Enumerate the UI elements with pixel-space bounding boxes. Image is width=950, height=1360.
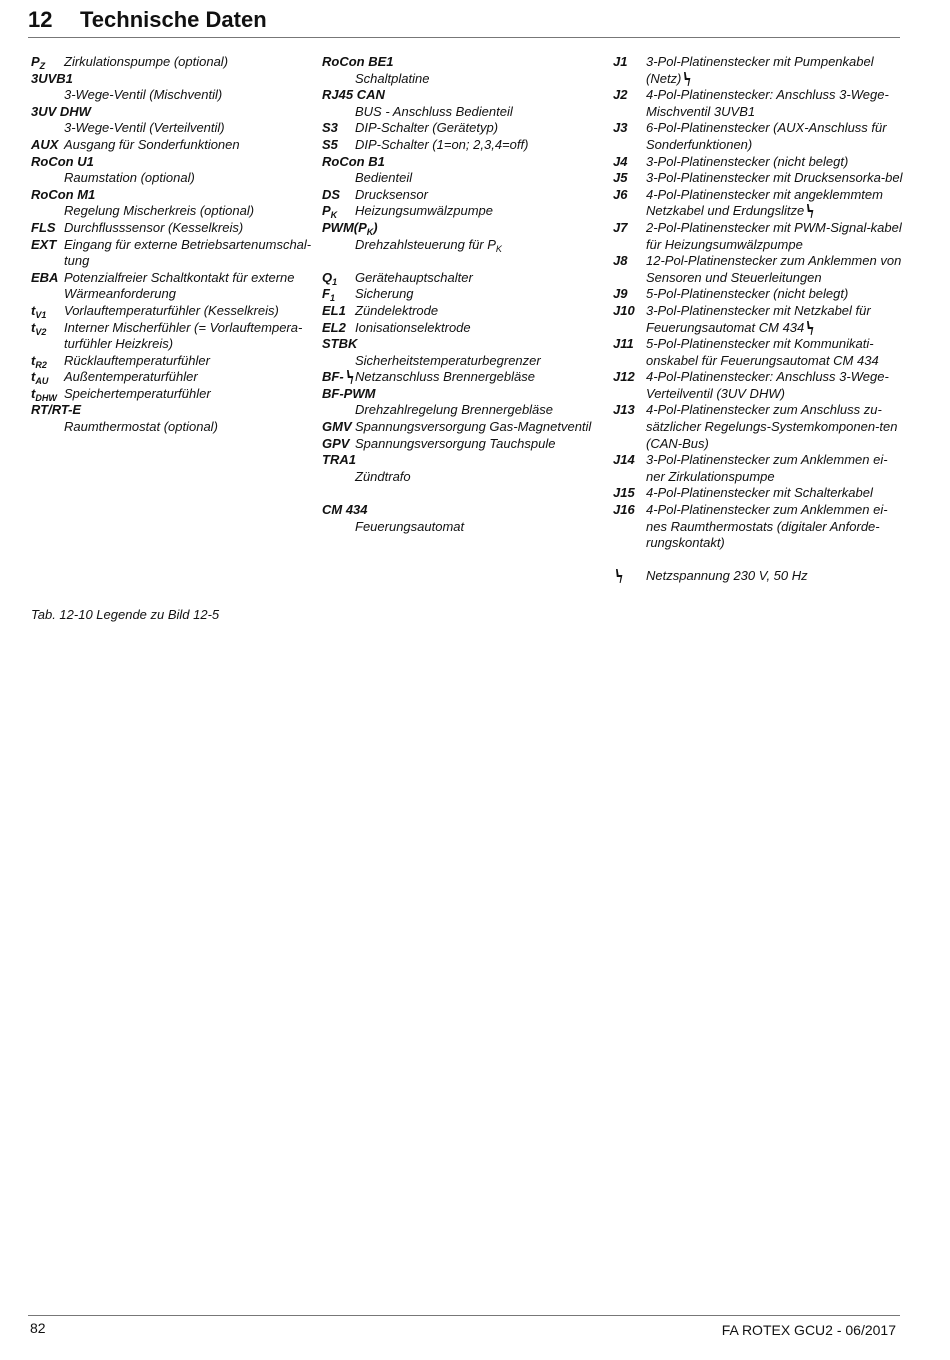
legend-description: 5-Pol-Platinenstecker mit Kommunikati-onskabel für Feuerungsautomat CM 434 <box>646 336 879 368</box>
legend-key-text: AUX <box>31 136 59 152</box>
legend-description: 2-Pol-Platinenstecker mit PWM-Signal-kabel für Heizungsumwälzpumpe <box>646 219 902 252</box>
legend-entry <box>31 386 321 403</box>
legend-description: Heizungsumwälzpumpe <box>355 203 494 219</box>
legend-key <box>613 187 627 204</box>
legend-entry <box>31 187 321 220</box>
legend-key <box>31 220 56 237</box>
legend-key-text: t <box>31 369 36 385</box>
legend-entry <box>613 303 903 336</box>
legend-entry <box>613 452 903 485</box>
legend-entry <box>322 336 612 369</box>
legend-entry <box>31 104 321 137</box>
legend-entry <box>31 270 321 303</box>
legend-key-text: J4 <box>613 153 628 169</box>
legend-key <box>31 303 46 320</box>
legend-key <box>322 436 349 453</box>
legend-description: Netzspannung 230 V, 50 Hz <box>646 568 808 584</box>
legend-value <box>646 154 903 171</box>
legend-description: Ausgang für Sonderfunktionen <box>64 136 240 152</box>
legend-key-text: S5 <box>322 136 338 152</box>
legend-key-text: EBA <box>31 269 59 285</box>
legend-value <box>355 353 612 370</box>
legend-key <box>31 71 321 88</box>
legend-key <box>613 87 627 104</box>
legend-key <box>613 369 635 386</box>
legend-key-text: 3UVB1 <box>31 70 73 86</box>
legend-key-text: J6 <box>613 186 628 202</box>
legend-entry <box>322 120 612 137</box>
legend-entry <box>613 253 903 286</box>
legend-value <box>64 320 321 353</box>
legend-description: 4-Pol-Platinenstecker mit angeklemmtem Netzkabel und Erdungslitze <box>646 186 883 219</box>
legend-key <box>31 402 321 419</box>
legend-description: Regelung Mischerkreis (optional) <box>64 203 255 219</box>
legend-value <box>64 369 321 386</box>
legend-value <box>355 303 612 320</box>
legend-key <box>322 187 340 204</box>
legend-description: Eingang für externe Betriebsartenumschal-tung <box>64 236 312 269</box>
legend-value <box>64 303 321 320</box>
legend-description: 3-Pol-Platinenstecker mit Netzkabel für Feuerungsautomat CM 434 <box>646 302 871 335</box>
legend-key-text: CM 434 <box>322 502 368 518</box>
legend-key-text: Q <box>322 269 333 285</box>
legend-key-subscript: 1 <box>329 293 335 304</box>
legend-key <box>613 452 635 469</box>
legend-description: Interner Mischerfühler (= Vorlauftempera-turfühler Heizkreis) <box>64 319 303 352</box>
legend-key-text: EL1 <box>322 302 346 318</box>
legend-description: Gerätehauptschalter <box>355 269 473 285</box>
legend-value <box>355 137 612 154</box>
legend-value <box>646 120 903 153</box>
legend-entry <box>31 71 321 104</box>
legend-value <box>646 286 903 303</box>
legend-entry <box>613 54 903 87</box>
legend-key <box>613 154 627 171</box>
legend-description: 3-Pol-Platinenstecker mit Pumpenkabel (Netz) <box>646 54 874 86</box>
legend-value <box>64 353 321 370</box>
legend-description: 3-Wege-Ventil (Verteilventil) <box>64 120 225 136</box>
legend-description: Spannungsversorgung Tauchspule <box>355 435 556 451</box>
legend-value <box>355 436 612 453</box>
legend-entry <box>31 402 321 435</box>
legend-key <box>31 54 45 71</box>
legend-value <box>64 270 321 303</box>
legend-value <box>355 519 612 536</box>
legend-entry <box>322 320 612 337</box>
legend-entry <box>322 54 612 87</box>
legend-key-text: J9 <box>613 286 628 302</box>
legend-key-text: S3 <box>322 120 338 136</box>
legend-key-text: FLS <box>31 219 56 235</box>
legend-entry <box>31 220 321 237</box>
legend-key <box>322 203 337 220</box>
legend-description: Drehzahlsteuerung für P <box>355 236 496 252</box>
legend-key <box>613 568 624 585</box>
legend-key-text: RT/RT-E <box>31 402 82 418</box>
legend-description: Speichertemperaturfühler <box>64 385 211 401</box>
legend-column-2 <box>322 54 612 535</box>
legend-description: 4-Pol-Platinenstecker zum Anschluss zu-sätzlicher Regelungs-Systemkomponen-ten (CAN-Bus) <box>646 402 898 451</box>
legend-key <box>322 270 337 287</box>
legend-description: 12-Pol-Platinenstecker zum Anklemmen von Sensoren und Steuerleitungen <box>646 253 902 285</box>
legend-entry <box>31 320 321 353</box>
legend-key-text: RoCon U1 <box>31 153 94 169</box>
legend-key <box>613 303 635 320</box>
legend-value <box>355 170 612 187</box>
table-caption: Tab. 12-10 Legende zu Bild 12-5 <box>31 607 220 622</box>
legend-key-text: DS <box>322 186 341 202</box>
legend-entry <box>322 419 612 436</box>
legend-entry <box>322 137 612 154</box>
legend-key-text: J2 <box>613 87 628 103</box>
legend-key-text: J11 <box>613 336 634 352</box>
legend-key <box>613 402 635 419</box>
legend-value <box>646 303 903 336</box>
legend-entry <box>613 170 903 187</box>
legend-key-text: t <box>31 319 36 335</box>
legend-entry <box>613 286 903 303</box>
legend-key-text: BF- <box>322 369 344 385</box>
legend-spacer <box>322 253 612 270</box>
legend-value <box>64 170 321 187</box>
legend-key <box>322 386 612 403</box>
legend-key-text: J13 <box>613 402 635 418</box>
legend-key <box>613 286 627 303</box>
legend-key-text: PWM(P <box>322 219 367 235</box>
legend-key <box>322 154 612 171</box>
legend-description: 3-Pol-Platinenstecker mit Drucksensorka-bel <box>646 170 903 186</box>
legend-value <box>355 402 612 419</box>
legend-description: Zündelektrode <box>355 302 439 318</box>
legend-key <box>322 419 352 436</box>
legend-key <box>31 137 58 154</box>
legend-description-subscript: K <box>495 243 502 254</box>
document-id: FA ROTEX GCU2 - 06/2017 <box>721 1322 896 1338</box>
legend-key <box>322 502 612 519</box>
legend-key-subscript: DHW <box>35 392 57 403</box>
legend-key <box>322 452 612 469</box>
legend-key-text: GMV <box>322 419 352 435</box>
legend-entry <box>322 369 612 386</box>
legend-entry <box>613 402 903 452</box>
legend-key-text: t <box>31 352 36 368</box>
legend-entry <box>613 336 903 369</box>
legend-description: Raumstation (optional) <box>64 170 195 186</box>
legend-entry <box>31 353 321 370</box>
legend-key <box>322 369 355 386</box>
legend-key-text: J8 <box>613 253 628 269</box>
legend-value <box>646 253 903 286</box>
legend-entry <box>322 187 612 204</box>
legend-value <box>646 336 903 369</box>
legend-spacer <box>322 485 612 502</box>
legend-key <box>31 104 321 121</box>
legend-key-text: J3 <box>613 120 628 136</box>
legend-key-text: RoCon M1 <box>31 186 96 202</box>
legend-entry <box>31 237 321 270</box>
legend-description: 4-Pol-Platinenstecker mit Schalterkabel <box>646 485 873 501</box>
legend-key <box>322 336 612 353</box>
legend-value <box>646 452 903 485</box>
legend-key-text: J12 <box>613 369 635 385</box>
legend-value <box>355 286 612 303</box>
legend-key-text: J7 <box>613 219 628 235</box>
footer-divider <box>28 1315 900 1316</box>
legend-value <box>355 270 612 287</box>
legend-key <box>613 54 627 71</box>
legend-value <box>64 220 321 237</box>
legend-description: Ionisationselektrode <box>355 319 471 335</box>
legend-value <box>64 137 321 154</box>
legend-key-text: BF-PWM <box>322 385 376 401</box>
legend-value <box>64 54 321 71</box>
legend-description: Potenzialfreier Schaltkontakt für externe Wärmeanforderung <box>64 269 295 302</box>
legend-key-text: t <box>31 385 36 401</box>
legend-description: Außentemperaturfühler <box>64 369 198 385</box>
legend-entry <box>322 452 612 485</box>
legend-key-text: J5 <box>613 170 628 186</box>
legend-entry <box>613 87 903 120</box>
legend-value <box>646 369 903 402</box>
legend-key <box>613 220 627 237</box>
legend-description: 6-Pol-Platinenstecker (AUX-Anschluss für Sonderfunktionen) <box>646 120 887 152</box>
legend-key <box>31 187 321 204</box>
legend-value <box>64 120 321 137</box>
legend-value <box>355 320 612 337</box>
page-number: 82 <box>30 1320 46 1336</box>
legend-entry <box>31 303 321 320</box>
legend-value <box>355 71 612 88</box>
legend-description: Drehzahlregelung Brennergebläse <box>355 402 554 418</box>
legend-description: Bedienteil <box>355 170 413 186</box>
legend-value <box>646 402 903 452</box>
chapter-number: 12 <box>28 7 53 32</box>
legend-entry <box>31 369 321 386</box>
legend-key-subscript: V1 <box>35 309 47 320</box>
legend-column-3 <box>613 54 903 585</box>
legend-key <box>31 369 48 386</box>
legend-value <box>355 104 612 121</box>
chapter-title: Technische Daten <box>80 7 267 32</box>
legend-key-text: J15 <box>613 485 635 501</box>
legend-entry <box>31 54 321 71</box>
legend-entry <box>322 502 612 535</box>
legend-entry <box>322 87 612 120</box>
legend-entry <box>613 187 903 220</box>
legend-description: 5-Pol-Platinenstecker (nicht belegt) <box>646 286 849 302</box>
legend-key-subscript: R2 <box>35 359 47 370</box>
legend-description: Drucksensor <box>355 186 428 202</box>
legend-key-text: F <box>322 286 330 302</box>
legend-value <box>646 502 903 552</box>
legend-value <box>646 54 903 87</box>
legend-key <box>31 270 58 287</box>
legend-key-text: 3UV DHW <box>31 103 91 119</box>
legend-key <box>613 336 634 353</box>
legend-key <box>613 170 627 187</box>
legend-key-text: RoCon B1 <box>322 153 385 169</box>
legend-key-suffix: ) <box>373 219 378 235</box>
legend-key <box>322 286 335 303</box>
legend-key-text: P <box>322 203 331 219</box>
legend-entry <box>322 386 612 419</box>
legend-description: 4-Pol-Platinenstecker zum Anklemmen ei-nes Raumthermostats (digitaler Anforde-rungskontakt) <box>646 502 888 551</box>
legend-entry <box>322 220 612 253</box>
legend-key <box>31 353 47 370</box>
legend-value <box>355 237 612 254</box>
legend-key-subscript: AU <box>35 376 49 387</box>
legend-key-subscript: K <box>366 226 374 237</box>
legend-value <box>646 187 903 220</box>
legend-key <box>31 386 57 403</box>
legend-entry <box>31 137 321 154</box>
legend-description: Netzanschluss Brennergebläse <box>355 369 535 385</box>
mains-voltage-icon <box>806 321 815 335</box>
legend-key-text: GPV <box>322 435 350 451</box>
legend-key <box>322 320 346 337</box>
mains-voltage-icon <box>346 370 355 384</box>
legend-value <box>355 120 612 137</box>
legend-value <box>355 369 612 386</box>
legend-key <box>322 120 338 137</box>
legend-value <box>355 187 612 204</box>
legend-description: Feuerungsautomat <box>355 518 465 534</box>
legend-description: Vorlauftemperaturfühler (Kesselkreis) <box>64 302 279 318</box>
legend-key <box>322 303 346 320</box>
legend-description: 4-Pol-Platinenstecker: Anschluss 3-Wege-Mischventil 3UVB1 <box>646 87 889 119</box>
legend-key-subscript: 1 <box>332 276 338 287</box>
legend-description: 3-Pol-Platinenstecker (nicht belegt) <box>646 153 849 169</box>
legend-description: DIP-Schalter (Gerätetyp) <box>355 120 499 136</box>
legend-key <box>322 137 338 154</box>
legend-key-text: t <box>31 302 36 318</box>
legend-key-text: TRA1 <box>322 452 356 468</box>
legend-entry <box>613 485 903 502</box>
legend-key <box>322 54 612 71</box>
legend-description: Zirkulationspumpe (optional) <box>64 54 229 69</box>
legend-description: Raumthermostat (optional) <box>64 419 218 435</box>
legend-key <box>613 120 627 137</box>
legend-value <box>355 469 612 486</box>
legend-key <box>613 502 635 519</box>
legend-description: DIP-Schalter (1=on; 2,3,4=off) <box>355 136 529 152</box>
legend-value <box>355 419 612 436</box>
legend-value <box>646 485 903 502</box>
legend-key-text: STBK <box>322 336 358 352</box>
legend-key <box>31 154 321 171</box>
legend-description: 3-Wege-Ventil (Mischventil) <box>64 87 223 103</box>
legend-entry <box>322 436 612 453</box>
legend-key <box>322 87 612 104</box>
legend-spacer <box>613 552 903 569</box>
legend-key <box>31 237 56 254</box>
legend-entry <box>322 303 612 320</box>
legend-value <box>64 419 321 436</box>
legend-key-text: P <box>31 54 40 69</box>
legend-entry <box>613 220 903 253</box>
legend-value <box>64 87 321 104</box>
legend-value <box>646 220 903 253</box>
legend-entry <box>322 203 612 220</box>
legend-description: Sicherung <box>355 286 414 302</box>
mains-voltage-icon <box>683 72 692 86</box>
legend-value <box>64 237 321 270</box>
legend-value <box>646 568 903 585</box>
legend-key <box>31 320 46 337</box>
mains-voltage-icon <box>615 569 624 583</box>
legend-entry <box>613 568 903 585</box>
legend-key <box>613 253 627 270</box>
legend-value <box>64 203 321 220</box>
legend-value <box>646 87 903 120</box>
legend-key-subscript: V2 <box>35 326 47 337</box>
legend-key-text: J14 <box>613 452 635 468</box>
legend-value <box>64 386 321 403</box>
legend-key-text: J10 <box>613 302 635 318</box>
legend-key <box>322 220 612 237</box>
legend-description: Zündtrafo <box>355 468 411 484</box>
legend-description: BUS - Anschluss Bedienteil <box>355 103 513 119</box>
legend-description: Schaltplatine <box>355 70 430 86</box>
legend-key-subscript: K <box>330 210 338 221</box>
legend-key-text: J1 <box>613 54 628 69</box>
legend-description: Rücklauftemperaturfühler <box>64 352 210 368</box>
legend-entry <box>613 154 903 171</box>
legend-value <box>646 170 903 187</box>
legend-description: Sicherheitstemperaturbegrenzer <box>355 352 541 368</box>
legend-key-text: J16 <box>613 502 635 518</box>
legend-key-text: RoCon BE1 <box>322 54 394 69</box>
page-header <box>28 4 900 38</box>
legend-description: 4-Pol-Platinenstecker: Anschluss 3-Wege-Verteilventil (3UV DHW) <box>646 369 889 401</box>
legend-description: 3-Pol-Platinenstecker zum Anklemmen ei-ner Zirkulationspumpe <box>646 452 888 484</box>
legend-entry <box>613 502 903 552</box>
legend-description: Spannungsversorgung Gas-Magnetventil <box>355 419 592 435</box>
legend-key-text: EL2 <box>322 319 346 335</box>
legend-column-1 <box>31 54 321 436</box>
legend-value <box>355 203 612 220</box>
legend-description: Durchflusssensor (Kesselkreis) <box>64 219 244 235</box>
legend-entry <box>31 154 321 187</box>
legend-entry <box>613 369 903 402</box>
legend-entry <box>322 270 612 287</box>
legend-key-text: RJ45 CAN <box>322 87 385 103</box>
legend-key-text: EXT <box>31 236 57 252</box>
legend-entry <box>613 120 903 153</box>
mains-voltage-icon <box>806 204 815 218</box>
legend-key <box>613 485 635 502</box>
legend-entry <box>322 286 612 303</box>
legend-key-subscript: Z <box>39 61 46 71</box>
legend-entry <box>322 154 612 187</box>
